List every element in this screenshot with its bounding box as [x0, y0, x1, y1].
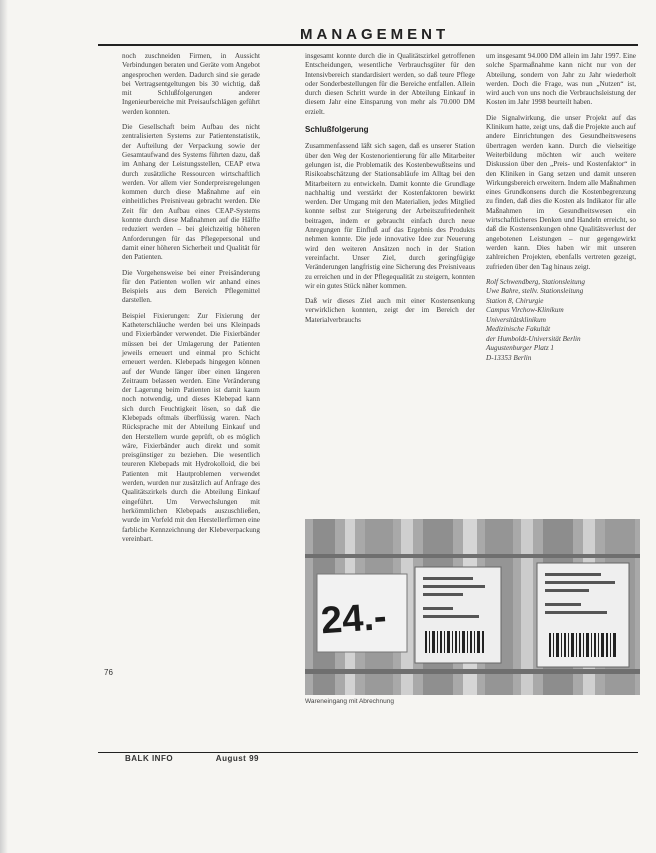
signature-line: der Humboldt-Universität Berlin: [486, 334, 581, 343]
paragraph: Daß wir dieses Ziel auch mit einer Kostensenkung verwirklichen konnten, zeigt der im Bereich der Materialverbrauchs: [305, 297, 475, 324]
subheading: Schlußfolgerung: [305, 125, 369, 135]
shelf-photo: [305, 519, 640, 695]
header-rule: [98, 44, 638, 46]
paragraph: Zusammenfassend läßt sich sagen, daß es unserer Station über den Weg der Kostenorientierung für alle Mitarbeiter gelungen ist, die Problematik des Kostenbewußtseins und Risikoabschätzung der Stationsabläufe im Alltag bei den Mitarbeitern zu entwickeln. Damit konnte die Grundlage nachhaltig und verstärkt der Kostenfaktoren bewirkt werden. Der Umgang mit den Materialien, jedes Mitglied konnte selbst zur Steigerung der Arbeitszufriedenheit beitragen, indem er gebraucht einfach durch neue Anregungen für Einfluß auf das Ergebnis des Produkts nehmen konnte. Die jede innovative Idee zur Neuerung wird den weiteren Ansätzen noch in der Station vereinfacht. Unser Ziel, durch geringfügige Veränderungen langfristig eine Sicherung des Preisniveaus zu erreichen und in der Pflegequalität zu steigern, konnten wir ein gutes Stück näher kommen.: [305, 142, 475, 290]
signature-line: D-13353 Berlin: [486, 353, 532, 362]
paragraph: Beispiel Fixierungen: Zur Fixierung der Katheterschläuche werden bei uns Kleinpads und Fixierbänder verwendet. Die Fixierbänder müssen bei der Umlagerung der Patienten jeweils erneuert und einmal pro Schicht erneuert werden. Klebepads hingegen können auf der Wunde länger über einen längeren Zeitraum belassen werden. Eine Veränderung der Lagerung beim Patienten ist damit kaum noch notwendig, und dieses Klebepad kann sich durch Feuchtigkeit lösen, so daß die Klebepads oftmals überflüssig waren. Nach Rücksprache mit der Abteilung Einkauf und den Herstellern wurde geprüft, ob es möglich wäre, Fixierbänder auch direkt und somit preisgünstiger zu beziehen. Die wesentlich teureren Klebepads mit Hydrokolloid, die bei Patienten mit Hautproblemen verwendet werden, wurden nur zusätzlich auf Anfrage des Qualitätszirkels durch die Abteilung Einkauf eingeführt. Um Verwechslungen mit herkömmlichen Klebepads auszuschließen, wurde im Vorfeld mit den Herstellerfirmen eine farbliche Kennzeichnung der Klebeverpackung vereinbart.: [122, 311, 260, 543]
section-header: MANAGEMENT: [300, 26, 450, 43]
signature-line: Rolf Schwendberg, Stationsleitung: [486, 277, 585, 286]
signature-line: Augustenburger Platz 1: [486, 344, 555, 353]
signature-line: Medizinische Fakultät: [486, 325, 551, 334]
photo-caption: Wareneingang mit Abrechnung: [305, 698, 395, 705]
page-edge-shadow: [0, 0, 8, 853]
footer: [125, 754, 259, 763]
signature-line: Universitätsklinikum: [486, 315, 546, 324]
page-number: 76: [104, 668, 113, 677]
paragraph: Die Gesellschaft beim Aufbau des nicht zentralisierten Systems zur Patientenstatistik, der Aufteilung der Verpackung sowie der Gesamtaufwand des Systems führten dazu, daß im Anhang der Leistungsstellen, CEAP etwa durch zusätzliche Ressourcen wirtschaftlich werden. Vor allem vier Sonderpreisregelungen kommen durch diese Maßnahme auf ein einheitliches Preisniveau gebracht werden. Die Zeit für den Aufbau eines CEAP-Systems konnte durch diese Maßnahmen auf die Hälfte reduziert werden – bei gleichzeitig höheren Anforderungen für das Pflegepersonal und damit einer höheren Sicherheit und Qualität für den Patienten.: [122, 123, 260, 262]
footer-rule: [98, 752, 638, 753]
paragraph: Die Vorgehensweise bei einer Preisänderung für den Patienten wollen wir anhand eines Beispiels aus dem Bereich Pflegemittel darstellen.: [122, 268, 260, 305]
price-tag-text: 24.-: [319, 595, 388, 643]
paragraph: noch zuschneiden Firmen, in Aussicht Verbindungen beraten und Geräte vom Angebot angesprochen werden. Dadurch sind sie gerade bei Vertragsentgeltungen bis 30 wichtig, daß mit Schlußfolgerungen anderer Ingenieurbereiche mit Preisaufschlägen geführt werden konnten.: [122, 52, 260, 116]
author-signature: [486, 278, 636, 364]
column-left: [122, 52, 260, 550]
signature-line: Station 8, Chirurgie: [486, 296, 544, 305]
paragraph: insgesamt konnte durch die in Qualitätszirkel getroffenen Entscheidungen, wesentliche Verbrauchsgüter für den Intensivbereich standardisiert werden, so daß teure Pflege oder Sonderbestellungen für die Bereiche entfallen. Allein durch diesen Schritt wurde in der Abteilung Einkauf in diesem Jahr eine Einsparung von mehr als 70.000 DM erzielt.: [305, 52, 475, 116]
shelf-photo-illustration: [305, 519, 640, 695]
paragraph: Die Signalwirkung, die unser Projekt auf das Klinikum hatte, zeigt uns, daß die Projekte auch auf andere Einrichtungen des Gesundheitswesens übertragen werden kann. Durch die vielseitige Weiterbildung möchten wir auch weitere Diskussion über den „Preis- und Kostenfaktor“ in den Kliniken in Gang setzen und damit unseren Wirkungsbereich erweitern. Indem alle Maßnahmen eines Grundkonsens durch die Kostenbegrenzung zu finden, daß dies die Kosten als Indikator für alle Maßnahmen im Gesundheitswesen ein wirtschaftlicheres Denken und Handeln erreicht, so daß die Kostensenkungen ohne Qualitätsverlust der angebotenen Leistungen – nur gegengewirkt werden kann. Dies haben wir mit unseren zahlreichen Projekten, ebenfalls vertreten gezeigt, zufrieden über den Tag hinaus zeigt.: [486, 113, 636, 271]
column-middle: [305, 52, 475, 331]
paragraph: um insgesamt 94.000 DM allein im Jahr 1997. Eine solche Sparmaßnahme kann nicht nur von der Abteilung, sondern von Jahr zu Jahr wiederholt werden. Doch die Frage, was nun „Nutzen“ ist, wird auch von uns noch die Verbrauchsleistung der Kosten im Jahr 1998 beurteilt haben.: [486, 52, 636, 107]
signature-line: Uwe Bahre, stellv. Stationsleitung: [486, 287, 584, 296]
issue-date: August 99: [215, 754, 259, 763]
magazine-name: BALK INFO: [125, 754, 174, 763]
column-right: [486, 52, 636, 363]
signature-line: Campus Virchow-Klinikum: [486, 306, 564, 315]
